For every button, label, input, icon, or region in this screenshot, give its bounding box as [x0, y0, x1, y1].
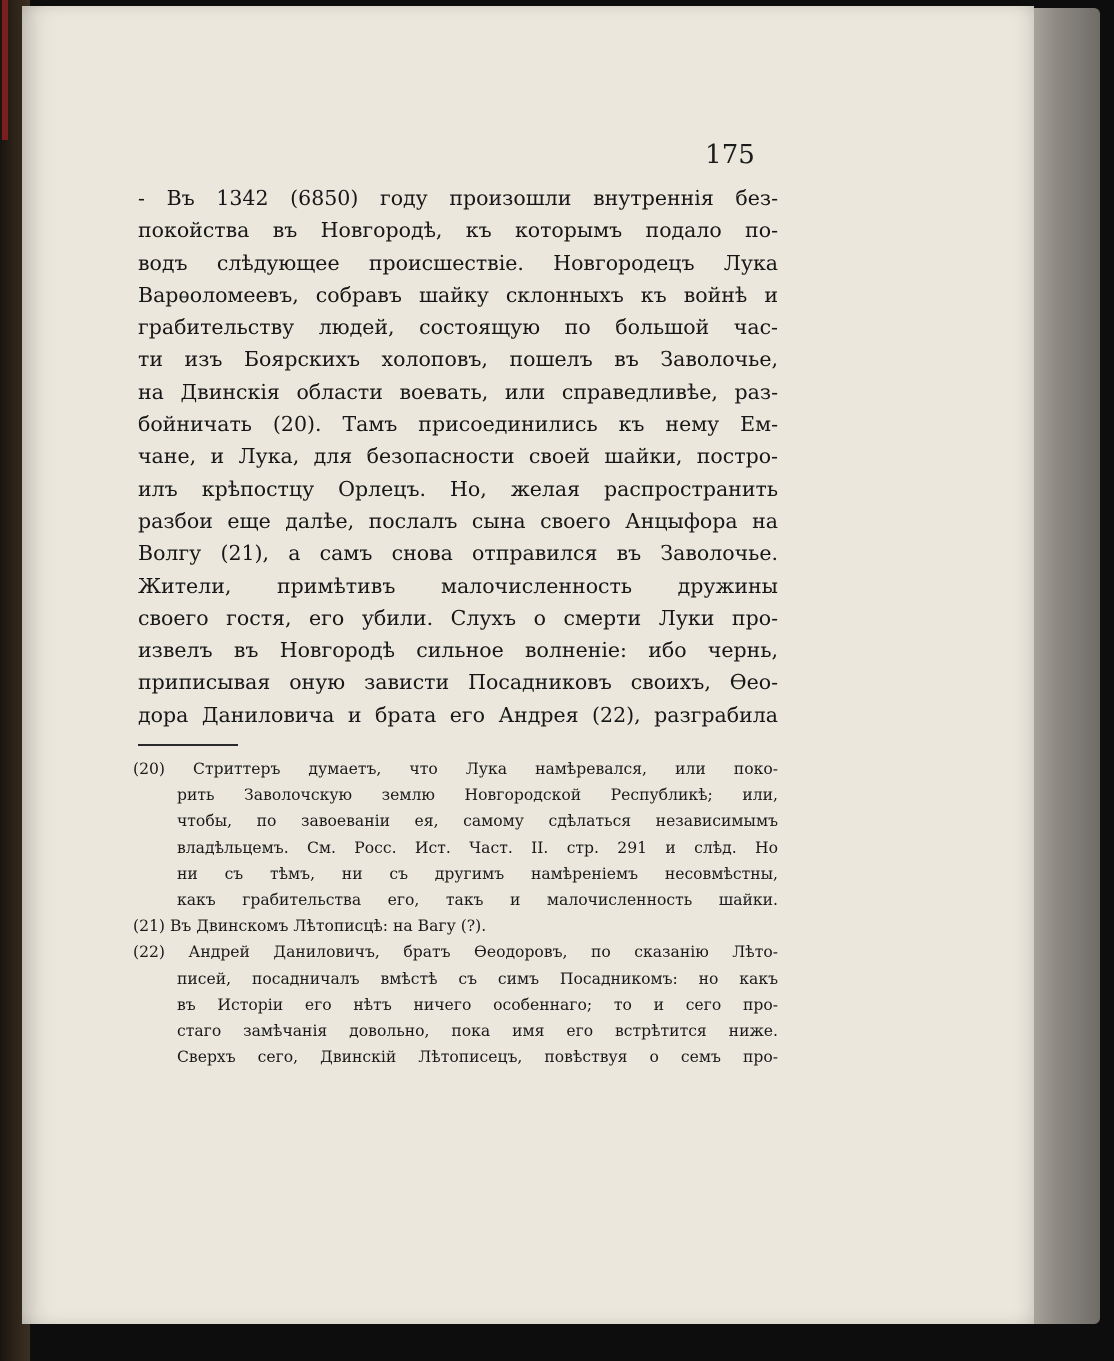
footnote-line: писей, посадничалъ вмѣстѣ съ симъ Посадникомъ: но какъ: [177, 969, 778, 988]
footnote-line: какъ грабительства его, такъ и малочисленность шайки.: [177, 890, 778, 909]
footnotes: [133, 756, 778, 1070]
footnote-divider: [138, 744, 238, 746]
footnote-line: рить Заволочскую землю Новгородской Республикѣ; или,: [177, 786, 778, 805]
cover-ribbon: [2, 0, 8, 140]
main-line: бойничать (20). Тамъ присоединились къ нему Ем-: [138, 412, 778, 437]
main-line: своего гостя, его убили. Слухъ о смерти Луки про-: [138, 605, 778, 630]
main-line: дора Даниловича и брата его Андрея (22), разграбила: [138, 702, 778, 727]
footnote-line: стаго замѣчанія довольно, пока имя его встрѣтится ниже.: [177, 1021, 778, 1040]
main-line: грабительству людей, состоящую по большой час-: [138, 315, 778, 340]
main-line: чане, и Лука, для безопасности своей шайки, постро-: [138, 444, 778, 469]
main-line: Варѳоломеевъ, собравъ шайку склонныхъ къ войнѣ и: [138, 282, 778, 307]
main-line: - Въ 1342 (6850) году произошли внутреннія без-: [138, 186, 778, 210]
main-line: покойства въ Новгородѣ, къ которымъ подало по-: [138, 218, 778, 243]
main-line: приписывая оную зависти Посадниковъ своихъ, Ѳео-: [138, 670, 778, 695]
main-line: извелъ въ Новгородѣ сильное волненіе: ибо чернь,: [138, 638, 778, 663]
main-line: илъ крѣпостцу Орлецъ. Но, желая распространить: [138, 476, 778, 501]
main-text: [138, 182, 778, 731]
main-line: Жители, примѣтивъ малочисленность дружины: [138, 573, 778, 598]
footnote-line: Сверхъ сего, Двинскій Лѣтописецъ, повѣствуя о семъ про-: [177, 1048, 778, 1067]
footnote-line: владѣльцемъ. См. Росс. Ист. Част. II. стр. 291 и слѣд. Но: [177, 838, 778, 857]
footnote-line: чтобы, по завоеваніи ея, самому сдѣлаться независимымъ: [177, 812, 778, 831]
page-number: 175: [705, 140, 755, 170]
footnote-line: въ Исторіи его нѣтъ ничего особеннаго; то и сего про-: [177, 995, 778, 1014]
footnote-line: ни съ тѣмъ, ни съ другимъ намѣреніемъ несовмѣстны,: [177, 864, 778, 883]
footnote-line: (21) Въ Двинскомъ Лѣтописцѣ: на Вагу (?).: [133, 917, 487, 936]
main-line: Волгу (21), а самъ снова отправился въ Заволочье.: [138, 541, 778, 566]
main-line: на Двинскія области воевать, или справедливѣе, раз-: [138, 379, 778, 404]
main-line: ти изъ Боярскихъ холоповъ, пошелъ въ Заволочье,: [138, 347, 778, 372]
main-line: водъ слѣдующее происшествіе. Новгородецъ Лука: [138, 250, 778, 275]
footnote-line: (22) Андрей Даниловичъ, братъ Ѳеодоровъ, по сказанію Лѣто-: [133, 943, 778, 962]
footnote-line: (20) Стриттеръ думаетъ, что Лука намѣревался, или поко-: [133, 760, 778, 778]
main-line: разбои еще далѣе, послалъ сына своего Анцыфора на: [138, 508, 778, 533]
